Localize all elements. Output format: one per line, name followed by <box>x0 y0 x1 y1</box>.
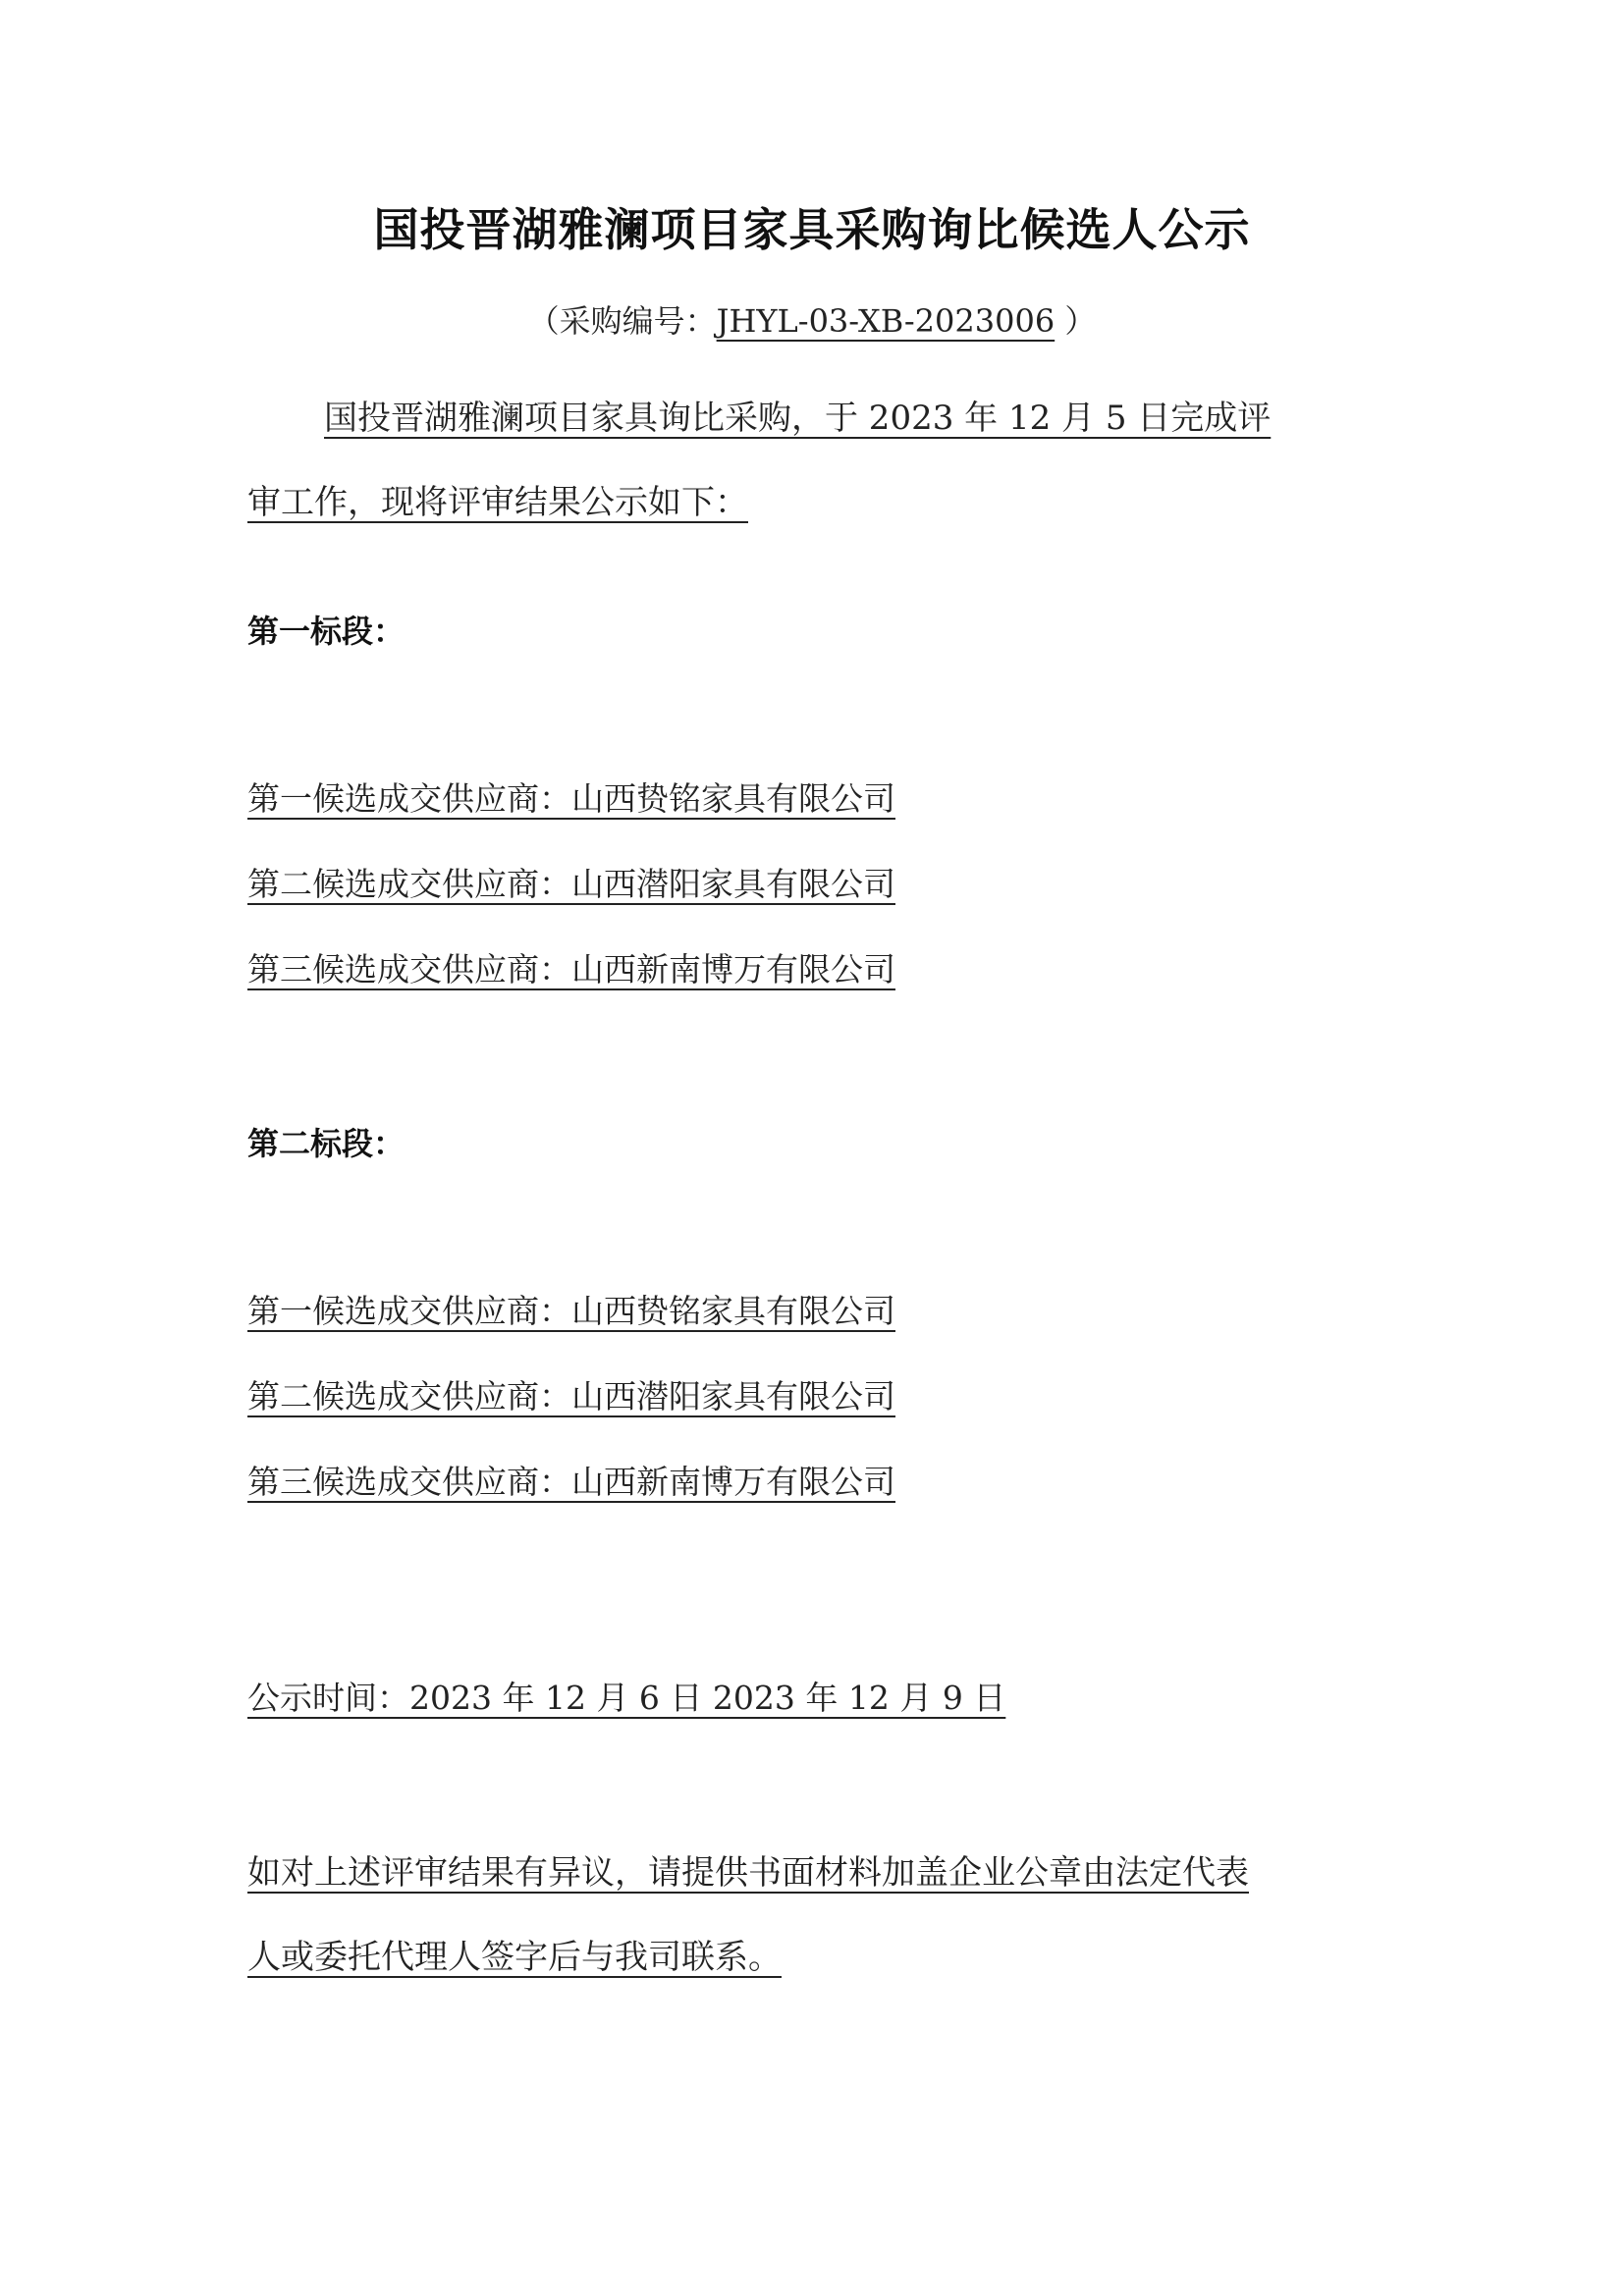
procurement-number <box>0 296 1624 342</box>
lot-2-candidate-1: 第一候选成交供应商：山西贽铭家具有限公司 <box>247 1292 895 1330</box>
lot-1-heading: 第一标段： <box>247 613 406 650</box>
intro-line-1: 国投晋湖雅澜项目家具询比采购，于 2023 年 12 月 5 日完成评 <box>324 399 1272 438</box>
lot-1-candidate-1: 第一候选成交供应商：山西贽铭家具有限公司 <box>247 779 895 818</box>
objection-line-1: 如对上述评审结果有异议，请提供书面材料加盖企业公章由法定代表 <box>247 1853 1249 1893</box>
objection-line-2: 人或委托代理人签字后与我司联系。 <box>247 1938 782 1977</box>
procurement-number-prefix: （采购编号： <box>527 302 717 340</box>
procurement-number-code: JHYL-03-XB-2023006 <box>716 302 1056 340</box>
lot-1-candidate-2: 第二候选成交供应商：山西潜阳家具有限公司 <box>247 865 895 903</box>
lot-2-candidate-2: 第二候选成交供应商：山西潜阳家具有限公司 <box>247 1377 895 1415</box>
intro-line-2: 审工作，现将评审结果公示如下： <box>247 483 748 522</box>
lot-1-candidate-3: 第三候选成交供应商：山西新南博万有限公司 <box>247 950 895 988</box>
lot-2-candidate-3: 第三候选成交供应商：山西新南博万有限公司 <box>247 1463 895 1501</box>
notice-period: 公示时间：2023 年 12 月 6 日 2023 年 12 月 9 日 <box>247 1679 1006 1717</box>
lot-2-heading: 第二标段： <box>247 1125 406 1162</box>
procurement-number-suffix: ） <box>1055 302 1097 340</box>
document-title: 国投晋湖雅澜项目家具采购询比候选人公示 <box>373 203 1251 256</box>
